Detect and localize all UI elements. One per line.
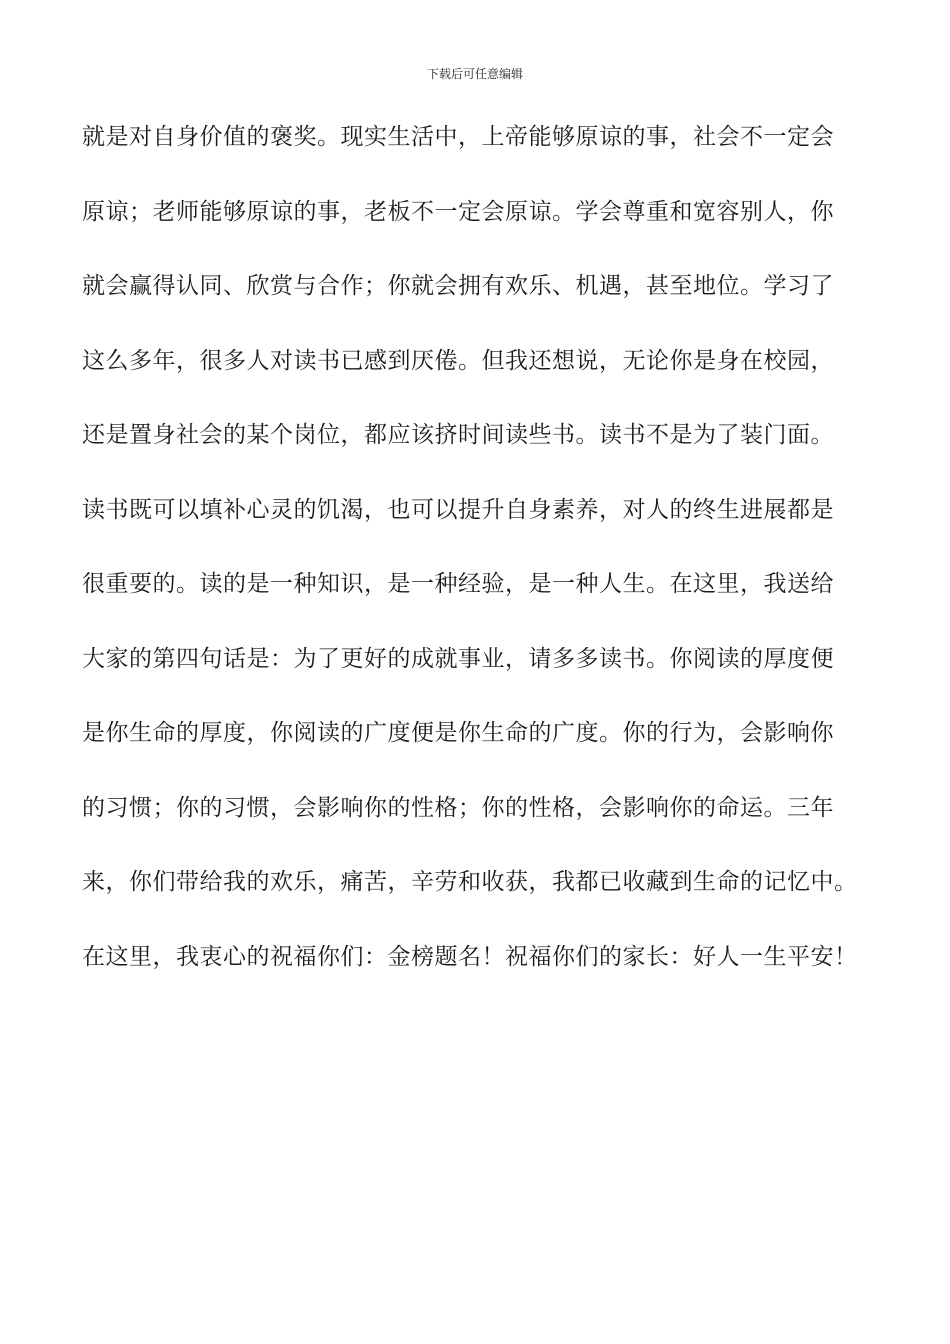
paragraph-line: 大家的第四句话是：为了更好的成就事业，请多多读书。你阅读的厚度便	[82, 645, 834, 672]
header-note: 下载后可任意编辑	[426, 67, 523, 81]
paragraph-line: 就会赢得认同、欣赏与合作；你就会拥有欢乐、机遇，甚至地位。学习了	[82, 273, 834, 299]
document-body	[82, 112, 882, 1006]
paragraph-line: 来，你们带给我的欢乐，痛苦，辛劳和收获，我都已收藏到生命的记忆中。	[82, 869, 858, 895]
paragraph-line: 在这里，我衷心的祝福你们：金榜题名！祝福你们的家长：好人一生平安！	[82, 943, 858, 970]
paragraph-line: 还是置身社会的某个岗位，都应该挤时间读些书。读书不是为了装门面。	[82, 422, 834, 448]
paragraph-line: 的习惯；你的习惯，会影响你的性格；你的性格，会影响你的命运。三年	[82, 794, 834, 821]
paragraph-line: 这么多年，很多人对读书已感到厌倦。但我还想说，无论你是身在校园，	[82, 347, 834, 374]
paragraph-line: 原谅；老师能够原谅的事，老板不一定会原谅。学会尊重和宽容别人，你	[82, 198, 834, 225]
paragraph-line: 就是对自身价值的褒奖。现实生活中，上帝能够原谅的事，社会不一定会	[82, 124, 834, 150]
paragraph-line: 读书既可以填补心灵的饥渴，也可以提升自身素养，对人的终生进展都是	[82, 496, 834, 523]
paragraph-line: 是你生命的厚度，你阅读的广度便是你生命的广度。你的行为，会影响你	[82, 720, 834, 746]
paragraph-line: 很重要的。读的是一种知识，是一种经验，是一种人生。在这里，我送给	[82, 571, 834, 597]
